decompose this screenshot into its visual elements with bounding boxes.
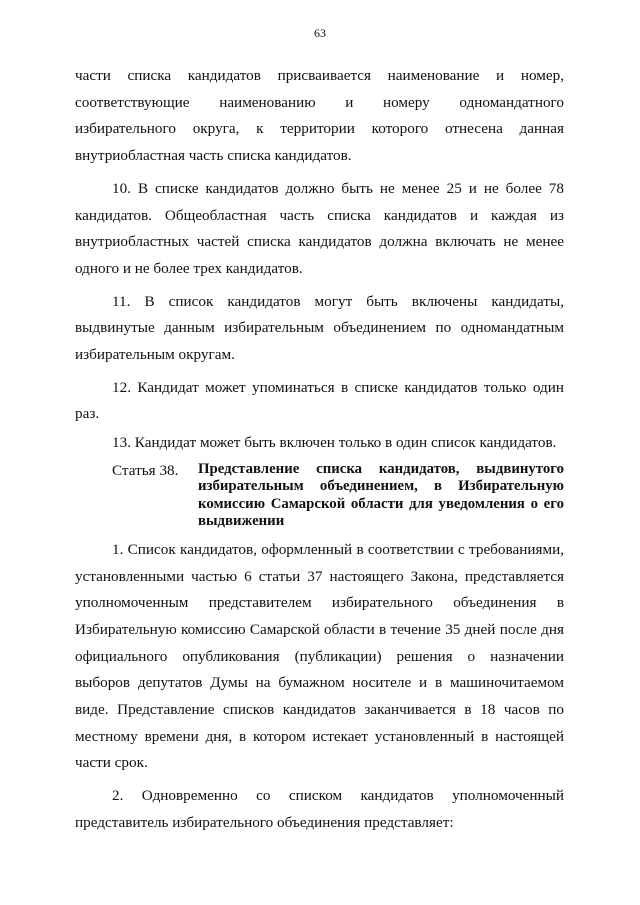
article-label: Статья 38.: [112, 461, 179, 479]
article-title: Представление списка кандидатов, выдвинутого избирательным объединением, в Избирательную комиссию Самарской области для уведомления о его выдвижении: [198, 460, 564, 530]
paragraph-12: 12. Кандидат может упоминаться в списке кандидатов только один раз.: [75, 378, 564, 423]
paragraph-11: 11. В список кандидатов могут быть включены кандидаты, выдвинутые данным избирательным объединением по одномандатным избирательным округам.: [75, 292, 564, 364]
article-paragraph-1: 1. Список кандидатов, оформленный в соответствии с требованиями, установленными частью 6 статьи 37 настоящего Закона, представляется уполномоченным представителем избирательного объединения в Избирательную комиссию Самарской области в течение 35 дней после дня официального опубликования (публикации) решения о назначении выборов депутатов Думы на бумажном носителе и в машиночитаемом виде. Представление списков кандидатов заканчивается в 18 часов по местному времени дня, в котором истекает установленный в настоящей части срок.: [75, 540, 564, 772]
paragraph-13: 13. Кандидат может быть включен только в один список кандидатов.: [112, 434, 557, 452]
paragraph-10: 10. В списке кандидатов должно быть не менее 25 и не более 78 кандидатов. Общеобластная часть списка кандидатов и каждая из внутриобластных частей списка кандидатов должна включать не менее одного и не более трех кандидатов.: [75, 179, 564, 277]
document-body: [75, 63, 564, 837]
article-heading: [75, 458, 564, 531]
paragraph-intro: части списка кандидатов присваивается наименование и номер, соответствующие наименованию и номеру одномандатного избирательного округа, к территории которого отнесена данная внутриобластная часть списка кандидатов.: [75, 67, 564, 165]
page-number: 63: [314, 26, 326, 40]
article-paragraph-2: 2. Одновременно со списком кандидатов уполномоченный представитель избирательного объединения представляет:: [75, 787, 564, 831]
